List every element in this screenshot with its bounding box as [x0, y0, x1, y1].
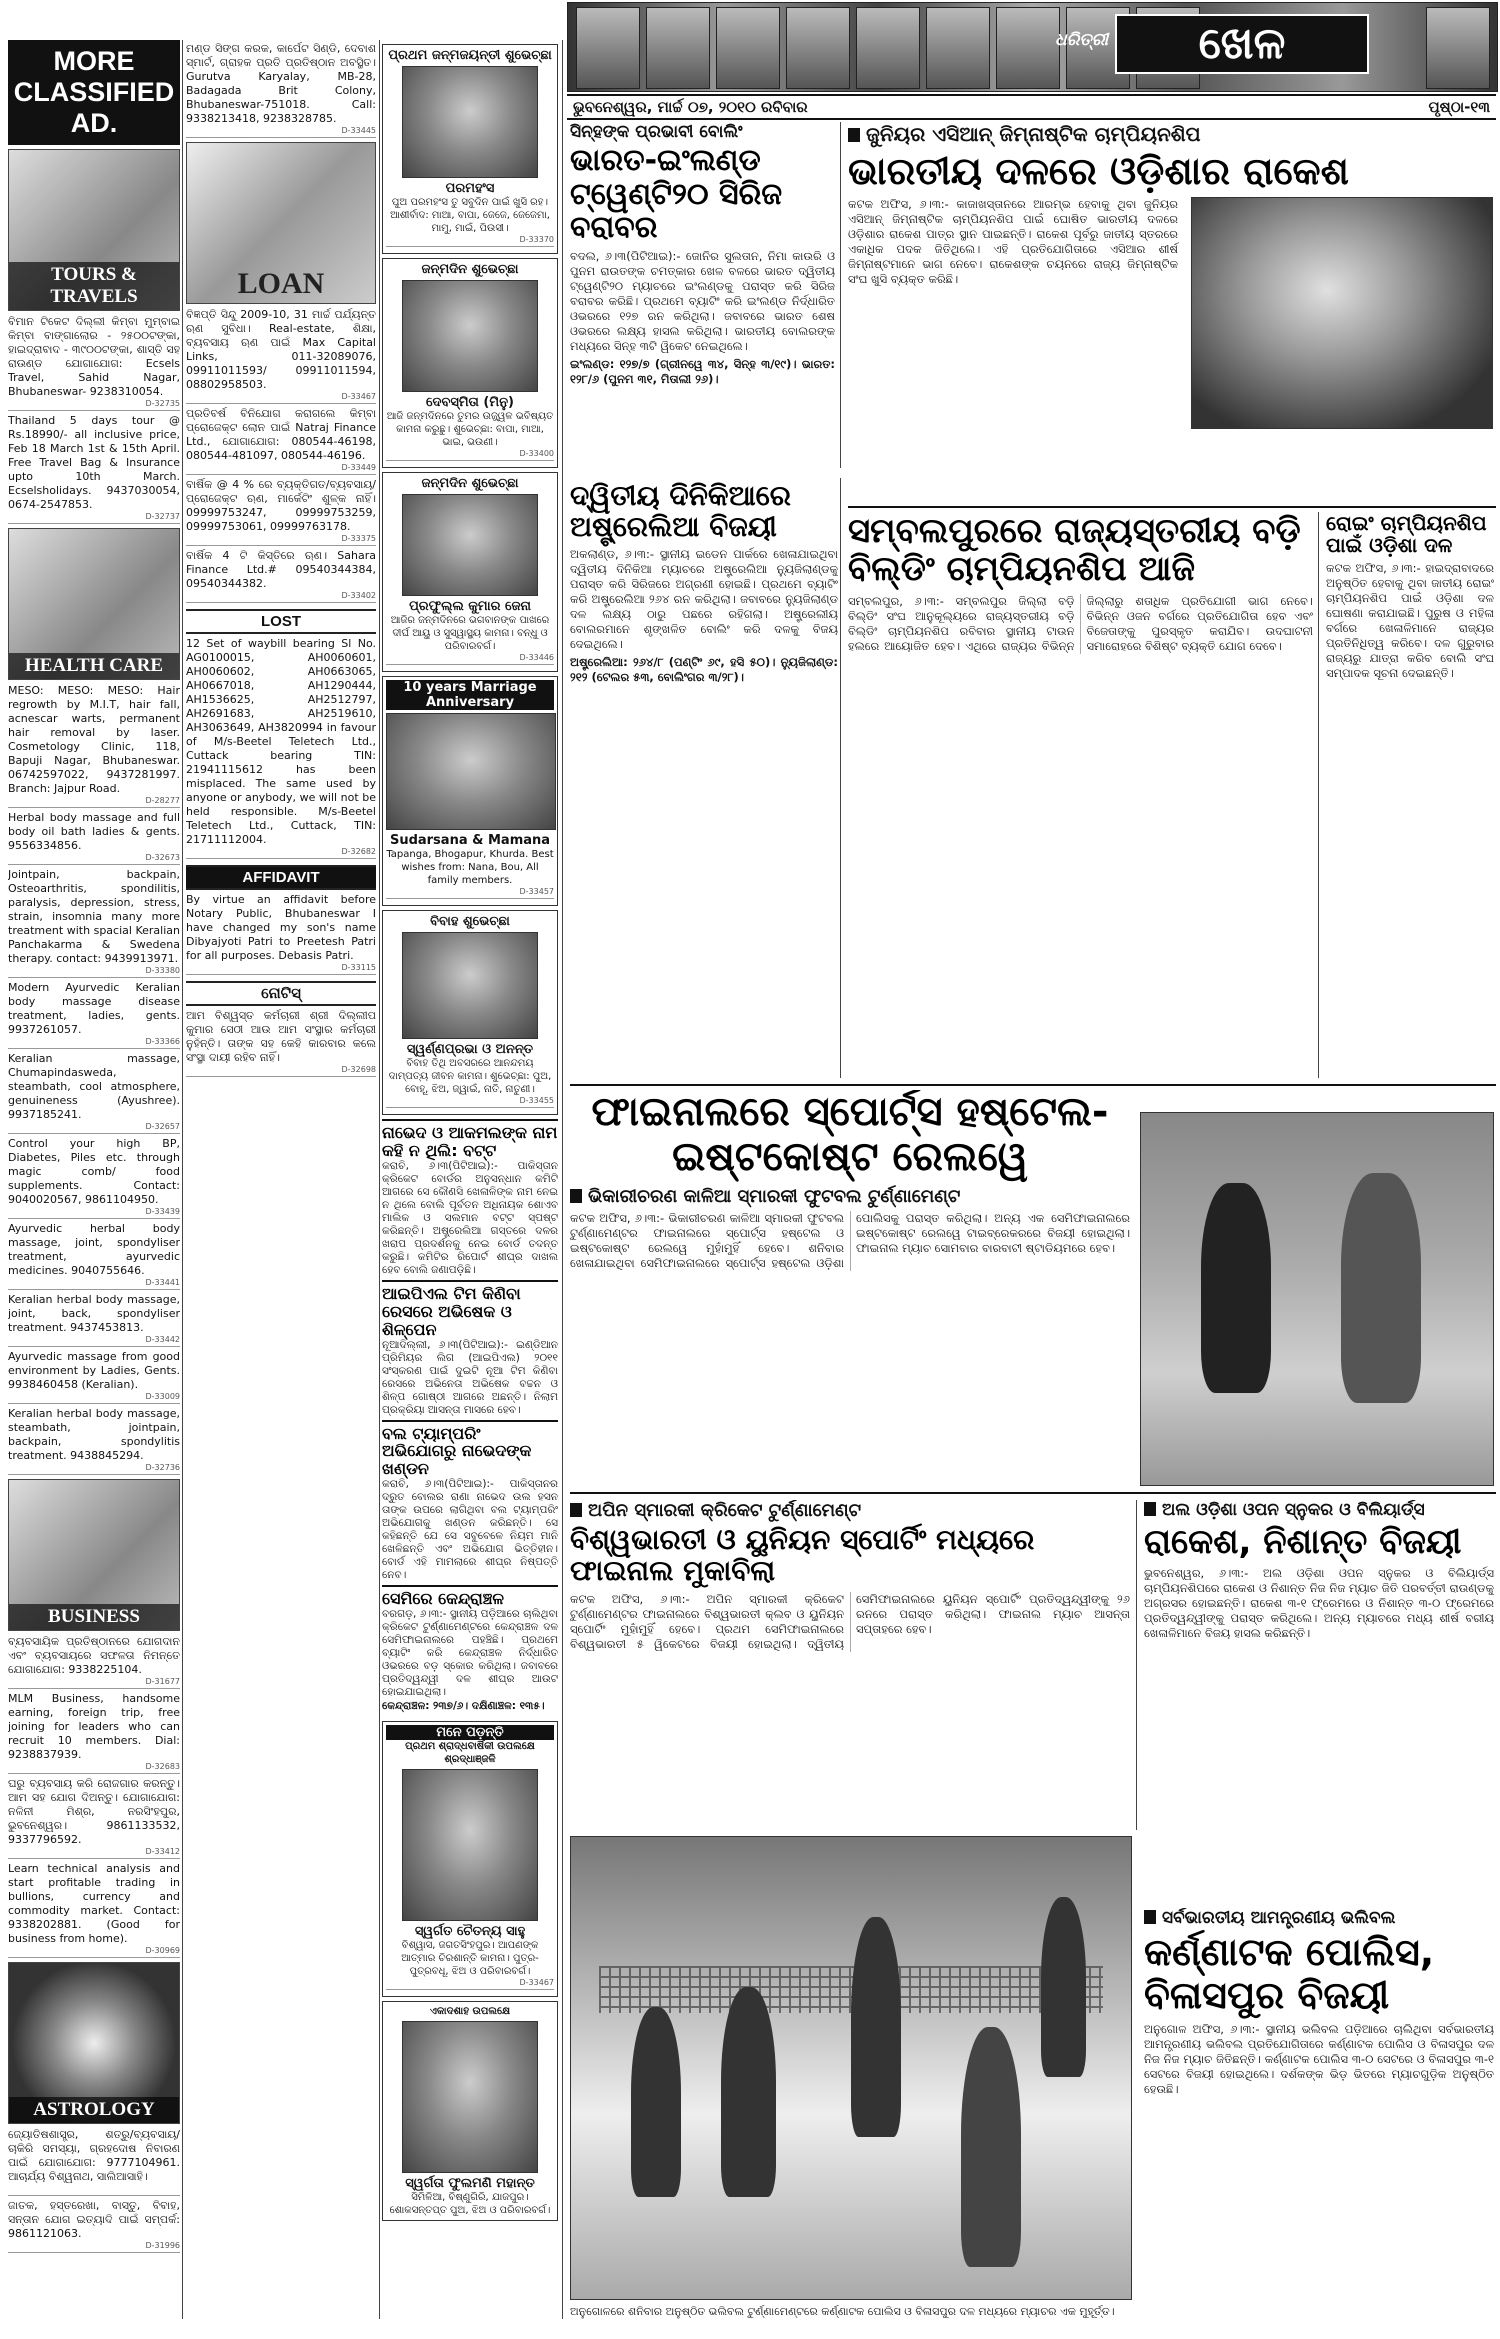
article-score: ଅଷ୍ଟ୍ରେଲିଆ: ୨୬୪/୮ (ପଣ୍ଟିଂ ୬୯, ହସି ୫୦)। ନ୍ୟୁଜିଲାଣ୍ଡ: ୨୧୨ (ଟେଲର ୫୩, ବୋଲିଂଗର ୩/୨୮)। — [570, 654, 838, 684]
classified-ad — [8, 1635, 180, 1689]
section-title: ଖେଳ — [1115, 14, 1369, 74]
greeting-text: ସିମିଳିଆ, ବିଷ୍ଣୁଗିରି, ଯାଜପୁର। ଶୋକସନ୍ତପ୍ତ ପୁଅ, ଝିଅ ଓ ପରିବାରବର୍ଗ। — [389, 2192, 551, 2217]
ad-text: Jointpain, backpain, Osteoarthritis, spondilitis, paralysis, depression, stress, strain, insomnia many more treatment with spacial Keralian Panchakarma & Swedena therapy. contact: 9439913971. — [8, 868, 180, 965]
article-body: କଟକ ଅଫିସ, ୬।୩:- ଅପିନ ସ୍ମାରକୀ କ୍ରିକେଟ ଟୁର୍ଣ୍ଣାମେଣ୍ଟର ଫାଇନାଲରେ ବିଶ୍ୱଭାରତୀ କ୍ଲବ ଓ ୟୁନିୟନ ସ୍ପୋର୍ଟିଂ ମୁହାଁମୁହିଁ ହେବେ। ପ୍ରଥମ ସେମିଫାଇନାଲରେ ବିଶ୍ୱଭାରତୀ ୫ ୱିକେଟରେ ବିଜୟୀ ହୋଇଥିଲା। ଦ୍ୱିତୀୟ ସେମିଫାଇନାଲରେ ୟୁନିୟନ ସ୍ପୋର୍ଟିଂ ପ୍ରତିଦ୍ୱନ୍ଦ୍ୱୀଙ୍କୁ ୨୬ ରନରେ ପରାସ୍ତ କରିଥିଲା। ଫାଇନାଲ ମ୍ୟାଚ ଆସନ୍ତା ସପ୍ତାହରେ ହେବ। — [570, 1591, 1130, 1651]
ad-text: Control your high BP, Diabetes, Piles etc. through magic comb/ food supplements. Contact: 9040020567, 9861104950. — [8, 1137, 180, 1206]
article-headline: ସମ୍ବଲପୁରରେ ରାଜ୍ୟସ୍ତରୀୟ ବଡ଼ି ବିଲ୍ଡିଂ ଚାମ୍ପିୟନଶିପ ଆଜି — [848, 512, 1301, 590]
ad-code: D-33455 — [386, 1096, 554, 1108]
person-name: ଦେବସ୍ମିତା (ମିନୁ) — [426, 395, 514, 410]
article-bodybuilding — [848, 512, 1313, 1078]
article-gymnastics — [848, 122, 1493, 502]
business-image — [8, 1479, 180, 1631]
ad-code: D-32737 — [8, 512, 180, 524]
article-naveen — [382, 1119, 558, 1280]
lost-notice — [186, 637, 376, 859]
article-headline: ବଲ ଟ୍ୟାମ୍ପରିଂ ଅଭିଯୋଗରୁ ନାଭେଦଙ୍କ ଖଣ୍ଡନ — [382, 1423, 532, 1479]
classified-ad — [186, 308, 376, 404]
ad-code: D-33467 — [386, 1978, 554, 1990]
health-care-image — [8, 528, 180, 680]
ad-code: D-33115 — [186, 963, 376, 975]
article-kicker: ଅଲ ଓଡ଼ିଶା ଓପନ ସ୍ନୁକର ଓ ବିଲିୟାର୍ଡ୍ସ — [1144, 1500, 1494, 1520]
affidavit-notice — [186, 893, 376, 975]
ad-text: Learn technical analysis and start profitable trading in bullions, currency and commodity market. Contact: 9338202881. (Good for business from home). — [8, 1862, 180, 1945]
ad-code: D-33449 — [186, 463, 376, 475]
greeting-subtitle: ପ୍ରଥମ ଶ୍ରାଦ୍ଧବାର୍ଷିକୀ ଉପଲକ୍ଷେ ଶ୍ରଦ୍ଧାଞ୍ଜଳି — [405, 1741, 535, 1766]
classified-ad — [186, 42, 376, 138]
ad-code: D-32735 — [8, 399, 180, 411]
greeting-card — [382, 1721, 558, 1997]
article-kicker: ଅପିନ ସ୍ମାରକୀ କ୍ରିକେଟ ଟୁର୍ଣ୍ଣାମେଣ୍ଟ — [570, 1500, 1130, 1521]
ad-code: D-32682 — [186, 847, 376, 859]
classified-ad — [8, 1350, 180, 1404]
ad-code: D-28277 — [8, 796, 180, 808]
ad-code: D-33370 — [386, 235, 554, 247]
article-body: କଟକ ଅଫିସ, ୬।୩:- ହାଇଦ୍ରାବାଦରେ ଅନୁଷ୍ଠିତ ହେବାକୁ ଥିବା ଜାତୀୟ ରୋଇଂ ଚାମ୍ପିୟନଶିପ ପାଇଁ ଓଡ଼ିଶା ଦଳ ଘୋଷଣା କରାଯାଇଛି। ପୁରୁଷ ଓ ମହିଳା ବର୍ଗରେ ଖେଳାଳିମାନେ ରାଜ୍ୟର ପ୍ରତିନିଧିତ୍ୱ କରିବେ। ଦଳ ଗୁରୁବାର ରାଜ୍ୟରୁ ଯାତ୍ରା କରିବ ବୋଲି ସଂଘ ସମ୍ପାଦକ ସୂଚନା ଦେଇଛନ୍ତି। — [1326, 560, 1494, 680]
portrait-photo — [402, 932, 538, 1039]
volleyball-photo — [570, 1836, 1132, 2300]
ad-code: D-33412 — [8, 1847, 180, 1859]
classified-ad — [186, 478, 376, 546]
article-apin-cricket — [570, 1500, 1130, 1830]
classified-ad — [8, 414, 180, 524]
public-notice — [186, 1009, 376, 1077]
person-name: ପ୍ରଫୁଲ୍ଲ କୁମାର ଜେନା — [409, 599, 531, 614]
article-headline: ନାଭେଦ ଓ ଆକମଲଙ୍କ ନାମ କହି ନ ଥିଲି: ବଟ୍ଟ — [382, 1123, 558, 1160]
ad-code: D-33009 — [8, 1392, 180, 1404]
classified-ad — [8, 684, 180, 808]
page-number: ପୃଷ୍ଠା-୧୩ — [1428, 98, 1490, 116]
article-body: କଟକ ଅଫିସ, ୬।୩:- ଭିକାରୀଚରଣ କାଳିଆ ସ୍ମାରକୀ ଫୁଟବଲ ଟୁର୍ଣ୍ଣାମେଣ୍ଟର ଫାଇନାଲରେ ସ୍ପୋର୍ଟ୍ସ ହଷ୍ଟେଲ ଓ ଇଷ୍ଟକୋଷ୍ଟ ରେଲୱେ ମୁହାଁମୁହିଁ ହେବେ। ଶନିବାର ଖେଳାଯାଇଥିବା ସେମିଫାଇନାଲରେ ସ୍ପୋର୍ଟ୍ସ ହଷ୍ଟେଲ ଓଡ଼ିଶା ପୋଲିସକୁ ପରାସ୍ତ କରିଥିଲା। ଅନ୍ୟ ଏକ ସେମିଫାଇନାଲରେ ଇଷ୍ଟକୋଷ୍ଟ ରେଲୱେ ଟାଇବ୍ରେକରରେ ବିଜୟୀ ହୋଇଥିଲା। ଫାଇନାଲ ମ୍ୟାଚ ସୋମବାର ବାରବାଟୀ ଷ୍ଟାଡିୟମରେ ହେବ। — [570, 1210, 1130, 1270]
classified-ad — [8, 981, 180, 1049]
classified-ad — [8, 868, 180, 978]
classified-column-2 — [186, 40, 376, 2330]
ad-text: 12 Set of waybill bearing Sl No. AG0100015, AH0060601, AH0060602, AH0663065, AH0667018, AH1290444, AH1536625, AH2512797, AH2691683, AH2519610, AH3063649, AH3820994 in favour of M/s-Beetel Teletech Ltd., Cuttack bearing TIN: 21941115612 has been misplaced. The same used by anyone or anybody, we will not be held responsible. M/s-Beetel Teletech Ltd., Cuttack, TIN: 21711112004. — [186, 637, 376, 846]
article-kicker: ଭିକାରୀଚରଣ କାଳିଆ ସ୍ମାରକୀ ଫୁଟବଲ ଟୁର୍ଣ୍ଣାମେଣ୍ଟ — [570, 1186, 1130, 1207]
person-name: ସ୍ୱର୍ଗତା ଫୁଲମଣି ମହାନ୍ତ — [405, 2176, 535, 2192]
tours-travels-label: TOURS & TRAVELS — [9, 262, 179, 310]
date-text: ଭୁବନେଶ୍ୱର, ମାର୍ଚ୍ଚ ୦୭, ୨୦୧୦ ରବିବାର — [573, 98, 808, 116]
ad-text: ବିମାନ ଟିକେଟ ଦିଲ୍ଲୀ କିମ୍ବା ମୁମ୍ବାଇ କିମ୍ବା ବାଙ୍ଗାଲୋର - ୨୫୦୦ଟଙ୍କା, ହାଇଦ୍ରାବାଦ - ୩୯୦୦ଟଙ୍କା, ଶାସ୍ତି ସହ ରାଉଣ୍ଡ ଯୋଗାଯୋଗ: Ecsels Travel, Sahid Nagar, Bhubaneswar- 9238310054. — [8, 315, 180, 398]
article-kicker: ଜୁନିୟର ଏସିଆନ୍ ଜିମ୍ନାଷ୍ଟିକ ଚାମ୍ପିୟନଶିପ — [848, 122, 1493, 146]
classified-ad — [8, 1692, 180, 1774]
football-photo — [1140, 1112, 1494, 1486]
astrology-image — [8, 1962, 180, 2124]
greeting-card — [382, 472, 558, 672]
classified-ad — [8, 1407, 180, 1475]
ad-text: Herbal body massage and full body oil bath ladies & gents. 9556334856. — [8, 811, 180, 852]
portrait-photo — [386, 713, 556, 830]
ad-text: ବାର୍ଷିକ 4 ଟି କିସ୍ତିରେ ଋଣ। Sahara Finance Ltd.# 09540344384, 09540344382. — [186, 549, 376, 590]
article-headline: ସେମିରେ କେନ୍ଦ୍ରାଞ୍ଚଳ — [382, 1589, 504, 1609]
greeting-card — [382, 676, 558, 906]
greeting-card — [382, 258, 558, 468]
portrait-photo — [402, 66, 538, 178]
ad-text: ଜ୍ୟୋତିଷଶାସ୍ତ୍ର, ଶତ୍ରୁ/ବ୍ୟବସାୟ/ଚାକିରି ସମସ୍ୟା, ଗ୍ରହଦୋଷ ନିବାରଣ ପାଇଁ ଯୋଗାଯୋଗ: 9777104961. ଆଚାର୍ଯ୍ୟ ବିଶ୍ୱନାଥ, ସାଲିଆସାହି। — [8, 2128, 180, 2183]
ad-code: D-32698 — [186, 1065, 376, 1077]
classified-ad — [186, 407, 376, 475]
article-headline: ଆଇପିଏଲ ଟିମ କିଣିବା ରେସରେ ଅଭିଷେକ ଓ ଶିଳ୍ପେନ — [382, 1283, 521, 1339]
article-headline: ରାକେଶ, ନିଶାନ୍ତ ବିଜୟୀ — [1144, 1522, 1462, 1562]
classified-ad — [186, 549, 376, 603]
ad-text: Ayurvedic herbal body massage, joint, spondyliser treatment, ayurvedic medicines. 9040755646. — [8, 1222, 180, 1277]
ad-code: D-33380 — [8, 966, 180, 978]
affidavit-heading: AFFIDAVIT — [186, 865, 376, 890]
ad-text: Keralian herbal body massage, steambath, jointpain, backpain, spondylitis treatment. 9438845294. — [8, 1407, 180, 1462]
astrology-label: ASTROLOGY — [9, 2097, 179, 2123]
article-volleyball — [1144, 1908, 1494, 2298]
ad-code: D-33441 — [8, 1278, 180, 1290]
gymnast-photo — [1191, 197, 1493, 429]
business-label: BUSINESS — [9, 1604, 179, 1630]
greeting-text: ବିଶ୍ୱାସ, ଜଗତସିଂହପୁର। ଆପଣଙ୍କ ଆତ୍ମାର ଚିରଶାନ୍ତି କାମନା। ପୁତ୍ର-ପୁତ୍ରବଧୂ, ଝିଅ ଓ ପରିବାରବର୍ଗ। — [401, 1940, 539, 1978]
article-body: ନୂଆଦିଲ୍ଲୀ, ୬।୩(ପିଟିଆଇ):- ଇଣ୍ଡିଆନ ପ୍ରିମିୟର ଲିଗ (ଆଇପିଏଲ) ୨୦୧୧ ସଂସ୍କରଣ ପାଇଁ ଦୁଇଟି ନୂଆ ଟିମ କିଣିବା ରେସରେ ଅଭିନେତା ଅଭିଷେକ ବଚ୍ଚନ ଓ ଶିଳ୍ପ ଗୋଷ୍ଠୀ ଆଗରେ ଅଛନ୍ତି। ନିଲାମ ପ୍ରକ୍ରିୟା ଆସନ୍ତା ମାସରେ ହେବ। — [382, 1338, 558, 1416]
portrait-photo — [402, 280, 538, 392]
ad-text: ଜାତକ, ହସ୍ତରେଖା, ବାସ୍ତୁ, ବିବାହ, ସନ୍ତାନ ଯୋଗ ଇତ୍ୟାଦି ପାଇଁ ସମ୍ପର୍କ: 9861121063. — [8, 2199, 180, 2240]
greeting-text: ଆଜିର ଜନ୍ମଦିନରେ ଭଗବାନଙ୍କ ପାଖରେ ଦୀର୍ଘ ଆୟୁ ଓ ସୁସ୍ୱାସ୍ଥ୍ୟ କାମନା। ବନ୍ଧୁ ଓ ପରିବାରବର୍ଗ। — [390, 615, 550, 652]
article-ball — [382, 1420, 558, 1586]
article-india-england — [570, 122, 835, 468]
bottom-caption: ଅନୁଗୋଳରେ ଶନିବାର ଅନୁଷ୍ଠିତ ଭଲିବଲ ଟୁର୍ଣ୍ଣାମେଣ୍ଟରେ କର୍ଣ୍ଣାଟକ ପୋଲିସ ଓ ବିଳାସପୁର ଦଳ ମଧ୍ୟରେ ମ୍ୟାଚର ଏକ ମୁହୂର୍ତ୍ତ। — [570, 2305, 1115, 2318]
article-headline: ଫାଇନାଲରେ ସ୍ପୋର୍ଟ୍ସ ହଷ୍ଟେଲ-ଇଷ୍ଟକୋଷ୍ଟ ରେଲୱେ — [591, 1090, 1109, 1180]
health-care-label: HEALTH CARE — [9, 653, 179, 679]
ad-code: D-33400 — [386, 449, 554, 461]
ad-text: MESO: MESO: MESO: Hair regrowth by M.I.T, hair fall, acnescar warts, permanent hair removal by laser. Cosmetology Clinic, 118, Bapuji Nagar, Bhubaneswar. 06742597022, 9437281997. Branch: Jajpur Road. — [8, 684, 180, 795]
tours-travels-image — [8, 149, 180, 311]
ad-code: D-32683 — [8, 1762, 180, 1774]
ad-text: ଆମ ବିଶ୍ୱସ୍ତ କର୍ମଚାରୀ ଶ୍ରୀ ଦିଲ୍ଲୀପ କୁମାର ସେଠୀ ଆଉ ଆମ ସଂସ୍ଥାର କର୍ମଚାରୀ ନୁହଁନ୍ତି। ତାଙ୍କ ସହ କେହି କାରବାର କଲେ ସଂସ୍ଥା ଦାୟୀ ରହିବ ନାହିଁ। — [186, 1009, 376, 1064]
ad-text: ବ୍ୟବସାୟିକ ପ୍ରତିଷ୍ଠାନରେ ଯୋଗଦାନ ଏବଂ ବ୍ୟବସାୟରେ ସଫଳତା ନିମନ୍ତେ ଯୋଗାଯୋଗ: 9338225104. — [8, 1635, 180, 1676]
article-body: କରାଚି, ୬।୩(ପିଟିଆଇ):- ପାକିସ୍ତାନ କ୍ରିକେଟ ବୋର୍ଡର ଅନୁସନ୍ଧାନ କମିଟି ଆଗରେ ସେ କୌଣସି ଖେଳାଳିଙ୍କ ନାମ ନେଇ ନ ଥିଲେ ବୋଲି ପୂର୍ବତନ ଅଧିନାୟକ ଶୋଏବ ମାଲିକ ଓ ସଲମାନ ବଟ୍ଟ ସ୍ପଷ୍ଟ କରିଛନ୍ତି। ଅଷ୍ଟ୍ରେଲିଆ ଗସ୍ତରେ ଦଳର ଖରାପ ପ୍ରଦର୍ଶନକୁ ନେଇ ବୋର୍ଡ ତଦନ୍ତ କରୁଛି। କମିଟିର ରିପୋର୍ଟ ଶୀଘ୍ର ଦାଖଲ ହେବ ବୋଲି ଜଣାପଡ଼ିଛି। — [382, 1159, 558, 1276]
portrait-photo — [402, 1769, 538, 1921]
greeting-card — [382, 910, 558, 1115]
greeting-card — [382, 2001, 558, 2221]
article-football-final — [570, 1090, 1130, 1484]
ad-text: ଘରୁ ବ୍ୟବସାୟ କରି ରୋଜଗାର କରନ୍ତୁ। ଆମ ସହ ଯୋଗ ଦିଅନ୍ତୁ। ଯୋଗାଯୋଗ: ନଳିନୀ ମିଶ୍ର, ନରସିଂହପୁର, ଭୁବନେଶ୍ୱର। 9861133532, 9337796592. — [8, 1777, 180, 1846]
ad-text: MLM Business, handsome earning, foreign trip, free joining for leaders who can recruit 10 members. Dial: 9238837939. — [8, 1692, 180, 1761]
person-name: ସ୍ୱର୍ଣ୍ଣପ୍ରଭା ଓ ଅନନ୍ତ — [406, 1042, 534, 1057]
classified-ad — [8, 811, 180, 865]
article-rowing — [1326, 512, 1494, 1078]
greeting-text: Tapanga, Bhogapur, Khurda. Best wishes from: Nana, Bou, All family members. — [386, 849, 554, 886]
lost-heading: LOST — [186, 609, 376, 634]
article-kicker: ସର୍ବଭାରତୀୟ ଆମନ୍ତ୍ରଣୀୟ ଭଲିବଲ — [1144, 1908, 1494, 1928]
loan-image — [186, 142, 376, 304]
ad-text: ବିଜ୍ଞପ୍ତି ସିନ୍ଦୁ 2009-10, 31 ମାର୍ଚ୍ଚ ପର୍ଯ୍ୟନ୍ତ ଋଣ ସୁବିଧା। Real-estate, ଶିକ୍ଷା, ବ୍ୟବସାୟ ଋଣ ପାଇଁ Max Capital Links, 011-32089076, 09911011593/ 09911011594, 08802958503. — [186, 308, 376, 391]
ad-text: ପ୍ରତିବର୍ଷ ବିନିଯୋଗ କରାଗଲେ କିମ୍ବା ପ୍ରୋଜେକ୍ଟ ଲୋନ ପାଇଁ Natraj Finance Ltd., ଯୋଗାଯୋଗ: 080544-46198, 080544-481097, 080544-46196. — [186, 407, 376, 462]
article-body: ଅନୁଗୋଳ ଅଫିସ, ୬।୩:- ସ୍ଥାନୀୟ ଭଲିବଲ ପଡ଼ିଆରେ ଚାଲିଥିବା ସର୍ବଭାରତୀୟ ଆମନ୍ତ୍ରଣୀୟ ଭଲିବଲ ପ୍ରତିଯୋଗିତାରେ କର୍ଣ୍ଣାଟକ ପୋଲିସ ଓ ବିଳାସପୁର ଦଳ ନିଜ ନିଜ ମ୍ୟାଚ ଜିତିଛନ୍ତି। କର୍ଣ୍ଣାଟକ ପୋଲିସ ୩-୦ ସେଟରେ ଓ ବିଳାସପୁର ୩-୧ ସେଟରେ ବିଜୟୀ ହୋଇଥିଲେ। ଦର୍ଶକଙ୍କ ଭିଡ଼ ଭିତରେ ମ୍ୟାଚଗୁଡ଼ିକ ଅନୁଷ୍ଠିତ ହେଉଛି। — [1144, 2022, 1494, 2097]
ad-text: Thailand 5 days tour @ Rs.18990/- all inclusive price, Feb 18 March 1st & 15th April. Free Travel Bag & Insurance upto 10th March. Ecselsholidays. 9437030054, 0674-2547853. — [8, 414, 180, 511]
portrait-photo — [402, 494, 538, 596]
article-body: ବଦଲ, ୬।୩(ପିଟିଆଇ):- ଜୋନିର ସୁଲତାନ, ନିମା କାଉରି ଓ ପୁନମ ରାଉତଙ୍କ ଚମତ୍କାର ଖେଳ ବଳରେ ଭାରତ ଦ୍ୱିତୀୟ ଟ୍ୱେଣ୍ଟି୨୦ ମ୍ୟାଚରେ ଇଂଲଣ୍ଡକୁ ପରାସ୍ତ କରି ସିରିଜ ବରାବର କରିଛି। ପ୍ରଥମେ ବ୍ୟାଟିଂ କରି ଇଂଲଣ୍ଡ ନିର୍ଦ୍ଧାରିତ ଓଭରରେ ୧୨୭ ରନ କରିଥିଲା। ଜବାବରେ ଭାରତ ଶେଷ ଓଭରରେ ଲକ୍ଷ୍ୟ ହାସଲ କରିଥିଲା। ଭାରତୀୟ ବୋଲରଙ୍କ ମଧ୍ୟରେ ସିନ୍‌ହ ୩ଟି ୱିକେଟ ନେଇଥିଲେ। — [570, 248, 835, 353]
article-snooker — [1144, 1500, 1494, 1900]
classified-ad — [8, 2128, 180, 2196]
notice-heading: ନୋଟିସ୍ — [186, 981, 376, 1006]
ad-text: ମଣ୍ଡ ସିଙ୍ଗ କରକ, କାର୍ପେଟ ସିଣ୍ଡି, ଦେବାଶ ସ୍ମାର୍ଟ, ଗ୍ରାହକ ପ୍ରତି ପ୍ରତିଷ୍ଠାନ ଅବସ୍ଥିତ। Gurutva Karyalay, MB-28, Badagada Brit Colony, Bhubaneswar-751018. Call: 9338213418, 9238328785. — [186, 42, 376, 125]
greeting-title: ଜନ୍ମଦିନ ଶୁଭେଚ୍ଛା — [421, 262, 519, 277]
ad-code: D-31996 — [8, 2241, 180, 2253]
ad-text: Keralian massage, Chumapindasweda, steambath, cool atmosphere, genuineness (Ayushree). 9937185241. — [8, 1052, 180, 1121]
article-body: ସମ୍ବଲପୁର, ୬।୩:- ସମ୍ବଲପୁର ଜିଲ୍ଲା ବଡ଼ି ବିଲ୍ଡିଂ ସଂଘ ଆନୁକୂଲ୍ୟରେ ରାଜ୍ୟସ୍ତରୀୟ ବଡ଼ି ବିଲ୍ଡିଂ ଚାମ୍ପିୟନଶିପ ରବିବାର ସ୍ଥାନୀୟ ଟାଉନ ହଲରେ ଆୟୋଜିତ ହେବ। ଏଥିରେ ରାଜ୍ୟର ବିଭିନ୍ନ ଜିଲ୍ଲାରୁ ଶତାଧିକ ପ୍ରତିଯୋଗୀ ଭାଗ ନେବେ। ବିଭିନ୍ନ ଓଜନ ବର୍ଗରେ ପ୍ରତିଯୋଗିତା ହେବ ଏବଂ ବିଜେତାଙ୍କୁ ପୁରସ୍କୃତ କରାଯିବ। ଉଦଘାଟନୀ ସମାରୋହରେ ବିଶିଷ୍ଟ ବ୍ୟକ୍ତି ଯୋଗ ଦେବେ। — [848, 594, 1313, 654]
dateline — [567, 94, 1496, 120]
person-name: Sudarsana & Mamana — [389, 833, 551, 848]
article-headline: କର୍ଣ୍ଣାଟକ ପୋଲିସ, ବିଳାସପୁର ବିଜୟୀ — [1144, 1930, 1435, 2017]
article-score: ଇଂଲଣ୍ଡ: ୧୨୭/୭ (ଗ୍ରୀନୱେ ୩୪, ସିନ୍‌ହ ୩/୧୯)। ଭାରତ: ୧୨୮/୬ (ପୁନମ ୩୧, ମିତାଲୀ ୨୬)। — [570, 356, 835, 386]
greeting-title: ବିବାହ ଶୁଭେଚ୍ଛା — [430, 914, 510, 929]
classified-ad — [8, 1777, 180, 1859]
classified-ad — [8, 1862, 180, 1958]
classified-ad — [8, 1222, 180, 1290]
article-body: କଟକ ଅଫିସ, ୬।୩:- କାଜାଖସ୍ତାନରେ ଆରମ୍ଭ ହେବାକୁ ଥିବା ଜୁନିୟର ଏସିଆନ୍ ଜିମ୍ନାଷ୍ଟିକ ଚାମ୍ପିୟନଶିପ ପାଇଁ ଘୋଷିତ ଭାରତୀୟ ଦଳରେ ଓଡ଼ିଶାର ରାକେଶ ପାତ୍ର ସ୍ଥାନ ପାଇଛନ୍ତି। ରାକେଶ ପୂର୍ବରୁ ଜାତୀୟ ସ୍ତରରେ ଏକାଧିକ ପଦକ ଜିତିଥିଲେ। ଏହି ପ୍ରତିଯୋଗିତାରେ ଏସିଆର ଶୀର୍ଷ ଜିମ୍ନାଷ୍ଟମାନେ ଭାଗ ନେବେ। ରାକେଶଙ୍କ ଚୟନରେ ରାଜ୍ୟ ଜିମ୍ନାଷ୍ଟିକ ସଂଘ ଖୁସି ବ୍ୟକ୍ତ କରିଛି। — [848, 196, 1178, 286]
person-name: ସ୍ୱର୍ଗତ ଚୈତନ୍ୟ ସାହୁ — [414, 1924, 526, 1940]
article-australia — [570, 480, 838, 1080]
ad-code: D-33402 — [186, 591, 376, 603]
greeting-title: ମନେ ପଡ଼ନ୍ତି — [386, 1725, 554, 1740]
ad-code: D-33446 — [386, 653, 554, 665]
classified-ad — [8, 315, 180, 411]
greeting-text: ବିବାହ ତିଥି ଅବସରରେ ଆନନ୍ଦମୟ ଦାମ୍ପତ୍ୟ ଜୀବନ କାମନା। ଶୁଭେଚ୍ଛା: ପୁଅ, ବୋହୂ, ଝିଅ, ଜ୍ୱାଇଁ, ନାତି, ନାତୁଣୀ। — [388, 1058, 552, 1095]
article-body: କରାଚି, ୬।୩(ପିଟିଆଇ):- ପାକିସ୍ତାନର ଦ୍ରୁତ ବୋଲର ରାଣା ନାଭେଦ ଉଲ ହସନ ତାଙ୍କ ଉପରେ ଲାଗିଥିବା ବଲ ଟ୍ୟାମ୍ପରିଂ ଅଭିଯୋଗକୁ ଖଣ୍ଡନ କରିଛନ୍ତି। ସେ କହିଛନ୍ତି ଯେ ସେ ସବୁବେଳେ ନିୟମ ମାନି ଖେଳିଛନ୍ତି ଏବଂ ଅଭିଯୋଗ ଭିତ୍ତିହୀନ। ବୋର୍ଡ ଏହି ମାମଲାରେ ଶୀଘ୍ର ନିଷ୍ପତ୍ତି ନେବ। — [382, 1478, 558, 1582]
greeting-title: 10 years Marriage Anniversary — [386, 680, 554, 710]
article-headline: ବିଶ୍ୱଭାରତୀ ଓ ୟୁନିୟନ ସ୍ପୋର୍ଟିଂ ମଧ୍ୟରେ ଫାଇନାଲ ମୁକାବିଲା — [570, 1523, 1035, 1588]
classified-ad — [8, 1052, 180, 1134]
greeting-text: ଆଜି ଜନ୍ମଦିନରେ ତୁମର ଉଜ୍ଜ୍ୱଳ ଭବିଷ୍ୟତ କାମନା କରୁଛୁ। ଶୁଭେଚ୍ଛା: ବାପା, ମାଆ, ଭାଇ, ଭଉଣୀ। — [386, 411, 554, 448]
article-ipl — [382, 1280, 558, 1420]
ad-code: D-33366 — [8, 1037, 180, 1049]
portrait-photo — [402, 2021, 538, 2173]
classified-ad — [8, 1293, 180, 1347]
article-semi — [382, 1585, 558, 1717]
article-headline: ରୋଇଂ ଚାମ୍ପିୟନଶିପ ପାଇଁ ଓଡ଼ିଶା ଦଳ — [1326, 512, 1487, 558]
loan-label: LOAN — [237, 267, 325, 300]
ad-code: D-32673 — [8, 853, 180, 865]
ad-code: D-33457 — [386, 887, 554, 899]
person-name: ପରମହଂସ — [445, 181, 495, 196]
ad-code: D-31677 — [8, 1677, 180, 1689]
ad-code: D-33445 — [186, 126, 376, 138]
greeting-title: ଜନ୍ମଦିନ ଶୁଭେଚ୍ଛା — [421, 476, 519, 491]
article-kicker: ସିନ୍‌ହଙ୍କ ପ୍ରଭାବୀ ବୋଲିଂ — [570, 122, 743, 142]
more-classified-heading: MORE CLASSIFIED AD. — [8, 40, 180, 145]
article-score: କେନ୍ଦ୍ରାଞ୍ଚଳ: ୨୩୭/୬। ଦକ୍ଷିଣାଞ୍ଚଳ: ୧୩୫। — [382, 1700, 545, 1713]
article-body: ଅକଲାଣ୍ଡ, ୬।୩:- ସ୍ଥାନୀୟ ଇଡେନ ପାର୍କରେ ଖେଳାଯାଇଥିବା ଦ୍ୱିତୀୟ ଦିନିକିଆ ମ୍ୟାଚରେ ଅଷ୍ଟ୍ରେଲିଆ ନ୍ୟୁଜିଲାଣ୍ଡକୁ ପରାସ୍ତ କରି ସିରିଜରେ ଅଗ୍ରଣୀ ହୋଇଛି। ପ୍ରଥମେ ବ୍ୟାଟିଂ କରି ଅଷ୍ଟ୍ରେଲିଆ ୨୬୪ ରନ କରିଥିଲା। ଜବାବରେ ନ୍ୟୁଜିଲାଣ୍ଡ ଦଳ ଲକ୍ଷ୍ୟ ଠାରୁ ପଛରେ ରହିଗଲା। ଅଷ୍ଟ୍ରେଲୀୟ ବୋଲରମାନେ ଶୃଙ୍ଖଳିତ ବୋଲିଂ କରି ଦଳକୁ ବିଜୟ ଦେଇଥିଲେ। — [570, 546, 838, 651]
article-headline: ଭାରତ-ଇଂଲଣ୍ଡ ଟ୍ୱେଣ୍ଟି୨୦ ସିରିଜ ବରାବର — [570, 143, 783, 246]
ad-text: Modern Ayurvedic Keralian body massage disease treatment, ladies, gents. 9937261057. — [8, 981, 180, 1036]
ad-code: D-32736 — [8, 1463, 180, 1475]
classified-column-1 — [8, 40, 180, 2330]
ad-text: ବାର୍ଷିକ @ 4 % ରେ ବ୍ୟକ୍ତିଗତ/ବ୍ୟବସାୟ/ପ୍ରୋଜେକ୍ଟ ଋଣ, ମାର୍କେଟିଂ ଶୁଳ୍କ ନାହିଁ। 09999753247, 09999753259, 09999753061, 09999763178. — [186, 478, 376, 533]
ad-code: D-33439 — [8, 1207, 180, 1219]
article-body: ଭୁବନେଶ୍ୱର, ୬।୩:- ଅଲ ଓଡ଼ିଶା ଓପନ ସ୍ନୁକର ଓ ବିଲିୟାର୍ଡ୍ସ ଚାମ୍ପିୟନଶିପରେ ରାକେଶ ଓ ନିଶାନ୍ତ ନିଜ ନିଜ ମ୍ୟାଚ ଜିତି ପରବର୍ତ୍ତୀ ରାଉଣ୍ଡକୁ ଅଗ୍ରସର ହୋଇଛନ୍ତି। ରାକେଶ ୩-୧ ଫ୍ରେମରେ ଓ ନିଶାନ୍ତ ୩-୦ ଫ୍ରେମରେ ପ୍ରତିଦ୍ୱନ୍ଦ୍ୱୀଙ୍କୁ ପରାସ୍ତ କରିଥିଲେ। ଅନ୍ୟ ମ୍ୟାଚରେ ମଧ୍ୟ ଶୀର୍ଷ ବରୀୟ ଖେଳାଳିମାନେ ବିଜୟ ହାସଲ କରିଛନ୍ତି। — [1144, 1566, 1494, 1641]
ad-code: D-32657 — [8, 1122, 180, 1134]
brand-logo: ଧରିତ୍ରୀ — [1055, 30, 1109, 50]
classified-ad — [8, 2199, 180, 2253]
ad-code: D-33375 — [186, 534, 376, 546]
ad-code: D-30969 — [8, 1946, 180, 1958]
greeting-subtitle: ଏକାଦଶାହ ଉପଲକ୍ଷେ — [429, 2006, 511, 2018]
greeting-text: ପୁଅ ପରମହଂସ ତୁ ସବୁଦିନ ପାଇଁ ଖୁସି ରହ। ଆଶୀର୍ବାଦ: ମାଆ, ବାପା, ଜେଜେ, ଜେଜେମା, ମାମୁ, ମାଇଁ, ପିଉସୀ। — [390, 197, 550, 234]
ad-text: Ayurvedic massage from good environment by Ladies, Gents. 9938460458 (Keralian). — [8, 1350, 180, 1391]
classified-ad — [8, 1137, 180, 1219]
greeting-card — [382, 44, 558, 254]
ad-text: By virtue an affidavit before Notary Public, Bhubaneswar I have changed my son's name Dibyajyoti Patri to Preetesh Patri for all purposes. Debasis Patri. — [186, 893, 376, 962]
ad-code: D-33442 — [8, 1335, 180, 1347]
article-headline: ଦ୍ୱିତୀୟ ଦିନିକିଆରେ ଅଷ୍ଟ୍ରେଲିଆ ବିଜୟୀ — [570, 480, 791, 544]
greetings-column — [382, 40, 558, 2330]
ad-code: D-33467 — [186, 392, 376, 404]
article-body: ବରଗଡ଼, ୬।୩:- ସ୍ଥାନୀୟ ପଡ଼ିଆରେ ଚାଲିଥିବା କ୍ରିକେଟ ଟୁର୍ଣ୍ଣାମେଣ୍ଟରେ କେନ୍ଦ୍ରାଞ୍ଚଳ ଦଳ ସେମିଫାଇନାଲରେ ପହଞ୍ଚିଛି। ପ୍ରଥମେ ବ୍ୟାଟିଂ କରି କେନ୍ଦ୍ରାଞ୍ଚଳ ନିର୍ଦ୍ଧାରିତ ଓଭରରେ ବଡ଼ ସ୍କୋର କରିଥିଲା। ଜବାବରେ ପ୍ରତିଦ୍ୱନ୍ଦ୍ୱୀ ଦଳ ଶୀଘ୍ର ଆଉଟ ହୋଇଯାଇଥିଲା। — [382, 1608, 558, 1699]
article-headline: ଭାରତୀୟ ଦଳରେ ଓଡ଼ିଶାର ରାକେଶ — [848, 149, 1349, 193]
greeting-title: ପ୍ରଥମ ଜନ୍ମଜୟନ୍ତୀ ଶୁଭେଚ୍ଛା — [388, 48, 552, 63]
ad-text: Keralian herbal body massage, joint, back, spondyliser treatment. 9437453813. — [8, 1293, 180, 1334]
